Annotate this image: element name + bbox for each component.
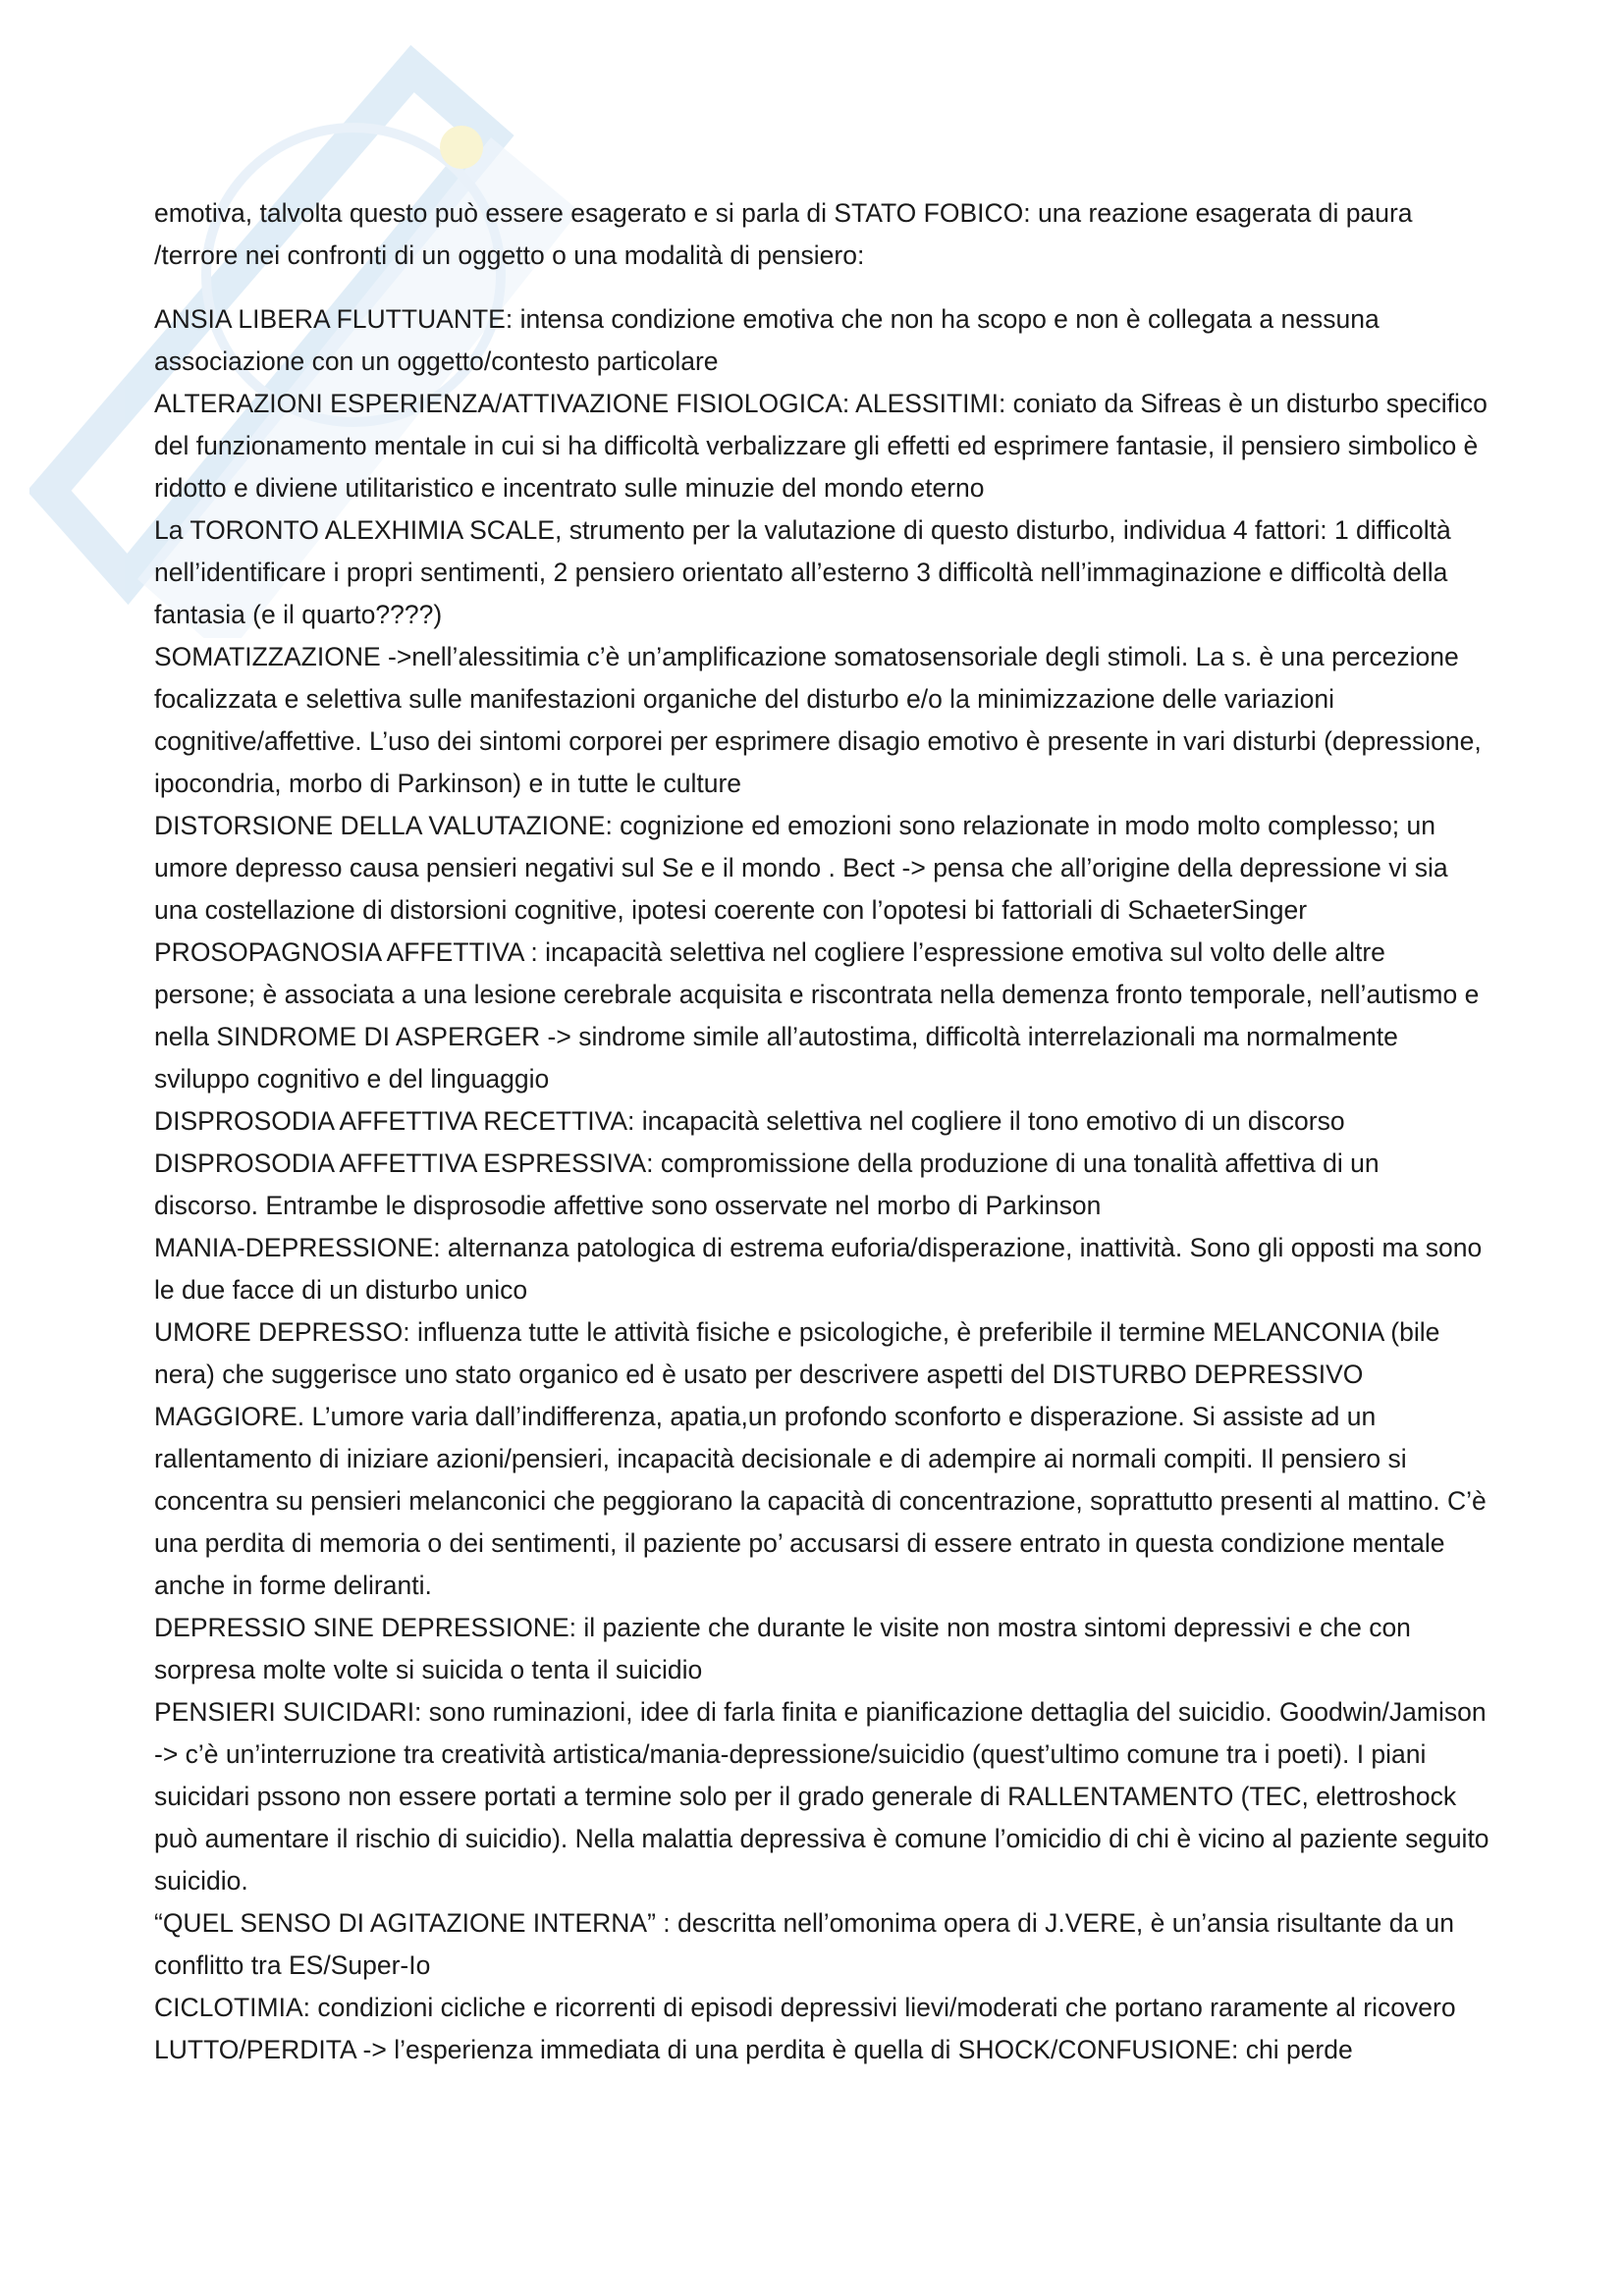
paragraph-prosopagnosia: PROSOPAGNOSIA AFFETTIVA : incapacità selettiva nel cogliere l’espressione emotiva sul volto delle altre persone; è associata a una lesione cerebrale acquisita e riscontrata nella demenza fronto temporale, nell’autismo e nella SINDROME DI ASPERGER -> sindrome simile all’autostima, difficoltà interrelazionali ma normalmente sviluppo cognitivo e del linguaggio [154, 937, 1480, 1094]
paragraph-umore-depresso: UMORE DEPRESSO: influenza tutte le attività fisiche e psicologiche, è preferibile il termine MELANCONIA (bile nera) che suggerisce uno stato organico ed è usato per descrivere aspetti del DISTURBO DEPRESSIVO MAGGIORE. L’umore varia dall’indifferenza, apatia,un profondo sconforto e disperazione. Si assiste ad un rallentamento di iniziare azioni/pensieri, incapacità decisionale e di adempire ai normali compiti. Il pensiero si concentra su pensieri melanconici che peggiorano la capacità di concentrazione, soprattutto presenti al mattino. C’è una perdita di memoria o dei sentimenti, il paziente po’ accusarsi di essere entrato in questa condizione mentale anche in forme deliranti. [154, 1317, 1487, 1600]
paragraph-distorsione: DISTORSIONE DELLA VALUTAZIONE: cognizione ed emozioni sono relazionate in modo molto complesso; un umore depresso causa pensieri negativi sul Se e il mondo . Bect -> pensa che all’origine della depressione vi sia una costellazione di distorsioni cognitive, ipotesi coerente con l’opotesi bi fattoriali di SchaeterSinger [154, 811, 1448, 925]
paragraph-ciclotimia: CICLOTIMIA: condizioni cicliche e ricorrenti di episodi depressivi lievi/moderati che portano raramente al ricovero [154, 1993, 1456, 2022]
paragraph-somatizzazione: SOMATIZZAZIONE ->nell’alessitimia c’è un’amplificazione somatosensoriale degli stimoli. La s. è una percezione focalizzata e selettiva sulle manifestazioni organiche del disturbo e/o la minimizzazione delle variazioni cognitive/affettive. L’uso dei sintomi corporei per esprimere disagio emotivo è presente in vari disturbi (depressione, ipocondria, morbo di Parkinson) e in tutte le culture [154, 642, 1482, 798]
document-body [154, 192, 1489, 2071]
paragraph-pensieri-suicidari: PENSIERI SUICIDARI: sono ruminazioni, idee di farla finita e pianificazione dettaglia del suicidio. Goodwin/Jamison -> c’è un’interruzione tra creatività artistica/mania-depressione/suicidio (quest’ultimo comune tra i poeti). I piani suicidari pssono non essere portati a termine solo per il grado generale di RALLENTAMENTO (TEC, elettroshock può aumentare il rischio di suicidio). Nella malattia depressiva è comune l’omicidio di chi è vicino al paziente seguito suicidio. [154, 1697, 1489, 1896]
paragraph-agitazione-interna: “QUEL SENSO DI AGITAZIONE INTERNA” : descritta nell’omonima opera di J.VERE, è un’ansia risultante da un conflitto tra ES/Super-Io [154, 1908, 1455, 1980]
paragraph-toronto-scale: La TORONTO ALEXHIMIA SCALE, strumento per la valutazione di questo disturbo, individua 4 fattori: 1 difficoltà nell’identificare i propri sentimenti, 2 pensiero orientato all’esterno 3 difficoltà nell’immaginazione e difficoltà della fantasia (e il quarto????) [154, 515, 1451, 629]
paragraph-mania-depressione: MANIA-DEPRESSIONE: alternanza patologica di estrema euforia/disperazione, inattività. Sono gli opposti ma sono le due facce di un disturbo unico [154, 1233, 1483, 1305]
paragraph-disprosodia-espressiva: DISPROSODIA AFFETTIVA ESPRESSIVA: compromissione della produzione di una tonalità affettiva di un discorso. Entrambe le disprosodie affettive sono osservate nel morbo di Parkinson [154, 1148, 1380, 1220]
paragraph-depressio-sine: DEPRESSIO SINE DEPRESSIONE: il paziente che durante le visite non mostra sintomi depressivi e che con sorpresa molte volte si suicida o tenta il suicidio [154, 1613, 1411, 1684]
paragraph-alessitimia: ALTERAZIONI ESPERIENZA/ATTIVAZIONE FISIOLOGICA: ALESSITIMI: coniato da Sifreas è un disturbo specifico del funzionamento mentale in cui si ha difficoltà verbalizzare gli effetti ed esprimere fantasie, il pensiero simbolico è ridotto e diviene utilitaristico e incentrato sulle minuzie del mondo eterno [154, 389, 1488, 503]
paragraph-ansia-libera: ANSIA LIBERA FLUTTUANTE: intensa condizione emotiva che non ha scopo e non è collegata a nessuna associazione con un oggetto/contesto particolare [154, 304, 1380, 376]
paragraph-gap [154, 277, 1489, 298]
paragraph-disprosodia-recettiva: DISPROSODIA AFFETTIVA RECETTIVA: incapacità selettiva nel cogliere il tono emotivo di un discorso [154, 1106, 1345, 1136]
paragraph-stato-fobico: emotiva, talvolta questo può essere esagerato e si parla di STATO FOBICO: una reazione esagerata di paura /terrore nei confronti di un oggetto o una modalità di pensiero: [154, 198, 1413, 270]
paragraph-lutto-perdita: LUTTO/PERDITA -> l’esperienza immediata di una perdita è quella di SHOCK/CONFUSIONE: chi perde [154, 2035, 1353, 2064]
